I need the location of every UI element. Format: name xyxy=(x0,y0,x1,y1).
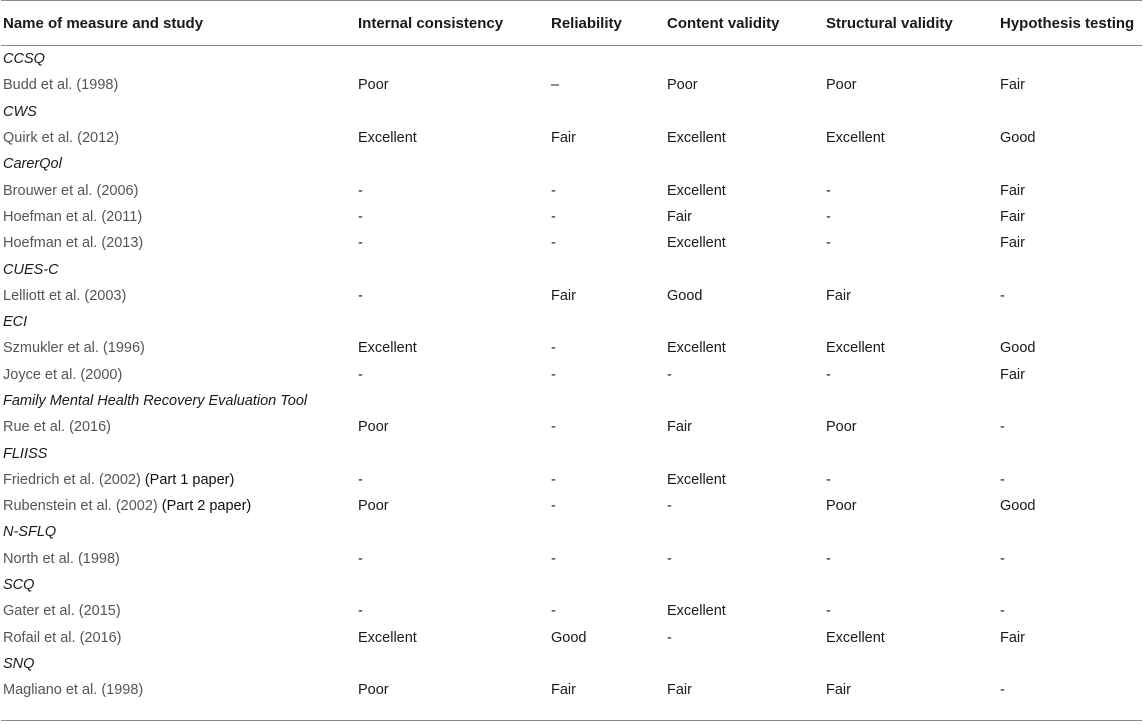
structural-validity-rating: - xyxy=(826,235,831,252)
study-row xyxy=(1,598,1142,624)
study-name: Hoefman et al. (2011) xyxy=(3,208,143,225)
study-note: (Part 2 paper) xyxy=(161,498,252,515)
structural-validity-rating: Excellent xyxy=(826,130,885,147)
measure-group-row xyxy=(1,388,1142,414)
hypothesis-testing-rating: - xyxy=(1000,603,1005,620)
measure-group-row xyxy=(1,151,1142,177)
reliability-rating: - xyxy=(551,498,556,515)
study-row xyxy=(1,204,1142,230)
content-validity-rating: Excellent xyxy=(667,235,726,252)
study-row xyxy=(1,546,1142,572)
study-name: Lelliott et al. (2003) xyxy=(3,287,127,304)
study-cell xyxy=(1,493,358,519)
internal-consistency-rating: - xyxy=(358,208,363,225)
content-validity-rating: Excellent xyxy=(667,603,726,620)
measure-name: SNQ xyxy=(3,655,35,672)
measure-name: CarerQol xyxy=(3,156,62,173)
hypothesis-testing-rating: - xyxy=(1000,471,1005,488)
reliability-rating: Good xyxy=(551,629,587,646)
study-row xyxy=(1,72,1142,98)
hypothesis-testing-rating: Fair xyxy=(1000,366,1025,383)
measure-name: ECI xyxy=(3,314,28,331)
reliability-rating: - xyxy=(551,419,556,436)
reliability-rating: - xyxy=(551,340,556,357)
reliability-rating: Fair xyxy=(551,682,576,699)
measure-group-row xyxy=(1,256,1142,282)
measure-name: N-SFLQ xyxy=(3,524,57,541)
table-body xyxy=(1,46,1142,704)
measure-name: SCQ xyxy=(3,577,35,594)
study-cell xyxy=(1,72,358,98)
hypothesis-testing-rating: Fair xyxy=(1000,77,1025,94)
hypothesis-testing-rating: - xyxy=(1000,682,1005,699)
hypothesis-testing-rating: Good xyxy=(1000,130,1036,147)
structural-validity-rating: - xyxy=(826,366,831,383)
table-bottom-rule xyxy=(1,720,1142,721)
study-row xyxy=(1,467,1142,493)
study-name: Quirk et al. (2012) xyxy=(3,130,120,147)
header-structural-validity: Structural validity xyxy=(826,1,1000,46)
study-name: Gater et al. (2015) xyxy=(3,603,121,620)
study-row xyxy=(1,125,1142,151)
psychometric-properties-table xyxy=(1,0,1142,703)
study-row xyxy=(1,362,1142,388)
study-name: Brouwer et al. (2006) xyxy=(3,182,139,199)
internal-consistency-rating: - xyxy=(358,182,363,199)
hypothesis-testing-rating: Fair xyxy=(1000,235,1025,252)
measure-name: FLIISS xyxy=(3,445,48,462)
structural-validity-rating: Excellent xyxy=(826,340,885,357)
study-row xyxy=(1,493,1142,519)
study-name: Rubenstein et al. (2002) xyxy=(3,498,158,515)
study-row xyxy=(1,414,1142,440)
internal-consistency-rating: - xyxy=(358,471,363,488)
content-validity-rating: - xyxy=(667,366,672,383)
study-name: North et al. (1998) xyxy=(3,550,120,567)
hypothesis-testing-rating: Good xyxy=(1000,340,1036,357)
study-row xyxy=(1,625,1142,651)
internal-consistency-rating: Poor xyxy=(358,77,389,94)
structural-validity-rating: - xyxy=(826,550,831,567)
hypothesis-testing-rating: Fair xyxy=(1000,629,1025,646)
study-name: Joyce et al. (2000) xyxy=(3,366,123,383)
hypothesis-testing-rating: Fair xyxy=(1000,208,1025,225)
content-validity-rating: - xyxy=(667,498,672,515)
header-hypothesis-testing: Hypothesis testing xyxy=(1000,1,1142,46)
header-internal-consistency: Internal consistency xyxy=(358,1,551,46)
hypothesis-testing-rating: Good xyxy=(1000,498,1036,515)
study-cell xyxy=(1,125,358,151)
measure-group-row xyxy=(1,651,1142,677)
study-name: Budd et al. (1998) xyxy=(3,77,119,94)
study-name: Friedrich et al. (2002) xyxy=(3,471,141,488)
study-cell xyxy=(1,204,358,230)
measure-group-row xyxy=(1,99,1142,125)
measure-group-row xyxy=(1,519,1142,545)
measure-group-row xyxy=(1,46,1142,73)
study-cell xyxy=(1,467,358,493)
measure-name: CWS xyxy=(3,103,37,120)
study-cell xyxy=(1,177,358,203)
table-header xyxy=(1,1,1142,46)
content-validity-rating: - xyxy=(667,629,672,646)
content-validity-rating: Poor xyxy=(667,77,698,94)
content-validity-rating: Fair xyxy=(667,682,692,699)
internal-consistency-rating: Excellent xyxy=(358,130,417,147)
content-validity-rating: Good xyxy=(667,287,703,304)
structural-validity-rating: Poor xyxy=(826,77,857,94)
hypothesis-testing-rating: Fair xyxy=(1000,182,1025,199)
reliability-rating: - xyxy=(551,550,556,567)
header-measure-and-study: Name of measure and study xyxy=(1,1,358,46)
measure-name: CUES-C xyxy=(3,261,59,278)
header-reliability: Reliability xyxy=(551,1,667,46)
content-validity-rating: - xyxy=(667,550,672,567)
study-cell xyxy=(1,362,358,388)
study-cell xyxy=(1,335,358,361)
study-row xyxy=(1,230,1142,256)
study-cell xyxy=(1,414,358,440)
internal-consistency-rating: Poor xyxy=(358,498,389,515)
study-row xyxy=(1,677,1142,703)
hypothesis-testing-rating: - xyxy=(1000,419,1005,436)
study-cell xyxy=(1,283,358,309)
internal-consistency-rating: Poor xyxy=(358,682,389,699)
structural-validity-rating: - xyxy=(826,603,831,620)
structural-validity-rating: - xyxy=(826,182,831,199)
study-note: (Part 1 paper) xyxy=(144,471,235,488)
internal-consistency-rating: Excellent xyxy=(358,340,417,357)
structural-validity-rating: - xyxy=(826,208,831,225)
reliability-rating: - xyxy=(551,366,556,383)
header-content-validity: Content validity xyxy=(667,1,826,46)
internal-consistency-rating: Poor xyxy=(358,419,389,436)
study-name: Szmukler et al. (1996) xyxy=(3,340,145,357)
internal-consistency-rating: - xyxy=(358,287,363,304)
structural-validity-rating: Excellent xyxy=(826,629,885,646)
study-cell xyxy=(1,677,358,703)
reliability-rating: Fair xyxy=(551,287,576,304)
measure-name: CCSQ xyxy=(3,51,45,68)
content-validity-rating: Fair xyxy=(667,208,692,225)
measure-group-row xyxy=(1,309,1142,335)
measure-name: Family Mental Health Recovery Evaluation Tool xyxy=(3,393,308,409)
internal-consistency-rating: - xyxy=(358,366,363,383)
structural-validity-rating: - xyxy=(826,471,831,488)
study-name: Rofail et al. (2016) xyxy=(3,629,122,646)
content-validity-rating: Excellent xyxy=(667,340,726,357)
hypothesis-testing-rating: - xyxy=(1000,550,1005,567)
study-name: Hoefman et al. (2013) xyxy=(3,235,144,252)
reliability-rating: - xyxy=(551,208,556,225)
reliability-rating: – xyxy=(551,77,560,94)
study-cell xyxy=(1,625,358,651)
reliability-rating: - xyxy=(551,471,556,488)
study-row xyxy=(1,177,1142,203)
internal-consistency-rating: - xyxy=(358,603,363,620)
measure-group-row xyxy=(1,572,1142,598)
structural-validity-rating: Poor xyxy=(826,498,857,515)
study-name: Magliano et al. (1998) xyxy=(3,682,144,699)
hypothesis-testing-rating: - xyxy=(1000,287,1005,304)
study-name: Rue et al. (2016) xyxy=(3,419,112,436)
content-validity-rating: Excellent xyxy=(667,182,726,199)
internal-consistency-rating: - xyxy=(358,550,363,567)
internal-consistency-rating: Excellent xyxy=(358,629,417,646)
study-cell xyxy=(1,230,358,256)
structural-validity-rating: Fair xyxy=(826,287,851,304)
measure-group-row xyxy=(1,440,1142,466)
reliability-rating: Fair xyxy=(551,130,576,147)
reliability-rating: - xyxy=(551,235,556,252)
content-validity-rating: Excellent xyxy=(667,130,726,147)
study-row xyxy=(1,335,1142,361)
study-cell xyxy=(1,546,358,572)
study-row xyxy=(1,283,1142,309)
reliability-rating: - xyxy=(551,182,556,199)
internal-consistency-rating: - xyxy=(358,235,363,252)
header-row xyxy=(1,1,1142,46)
structural-validity-rating: Fair xyxy=(826,682,851,699)
reliability-rating: - xyxy=(551,603,556,620)
structural-validity-rating: Poor xyxy=(826,419,857,436)
study-cell xyxy=(1,598,358,624)
content-validity-rating: Fair xyxy=(667,419,692,436)
content-validity-rating: Excellent xyxy=(667,471,726,488)
